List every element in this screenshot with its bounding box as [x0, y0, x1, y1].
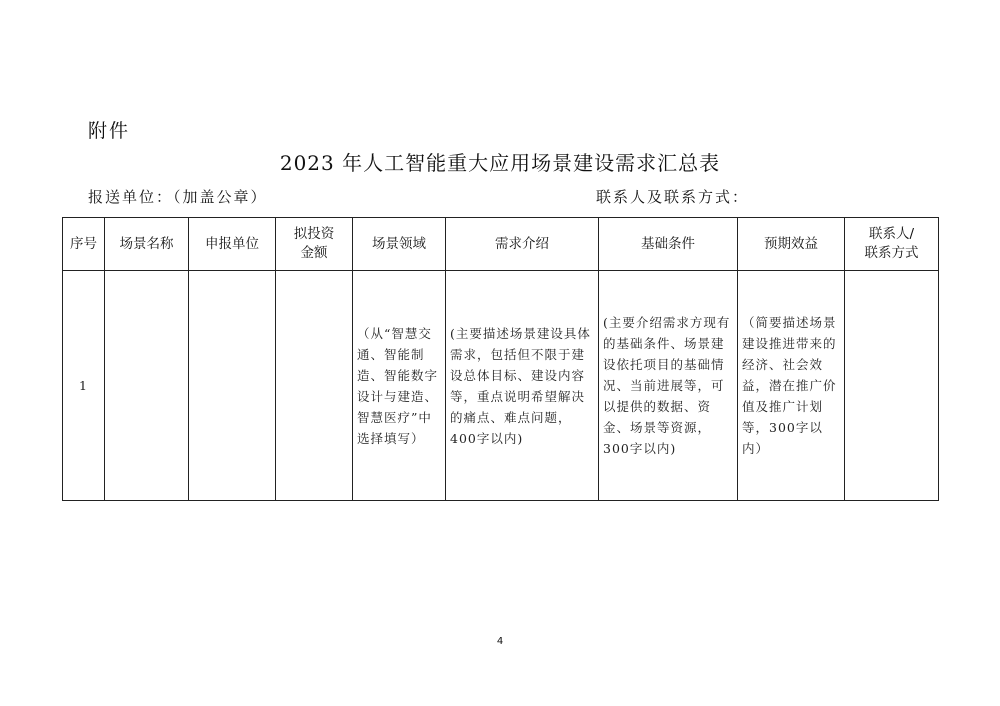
header-contact — [845, 218, 939, 271]
header-conditions: 基础条件 — [599, 218, 738, 271]
cell-demand: (主要描述场景建设具体需求，包括但不限于建设总体目标、建设内容等，重点说明希望解决的痛点、难点问题，400字以内) — [446, 271, 599, 501]
cell-conditions: (主要介绍需求方现有的基础条件、场景建设依托项目的基础情况、当前进展等，可以提供的数据、资金、场景等资源，300字以内) — [599, 271, 738, 501]
header-demand: 需求介绍 — [446, 218, 599, 271]
header-investment — [276, 218, 353, 271]
header-seq: 序号 — [63, 218, 105, 271]
contact-info-label: 联系人及联系方式： — [596, 188, 750, 206]
header-investment-line1: 拟投资 — [293, 226, 335, 242]
cell-seq: 1 — [63, 271, 105, 501]
header-scene-name: 场景名称 — [105, 218, 189, 271]
page-title: 2023 年人工智能重大应用场景建设需求汇总表 — [279, 151, 721, 175]
page-number: 4 — [496, 636, 504, 647]
cell-contact — [845, 271, 939, 501]
header-contact-line2: 联系方式 — [864, 245, 919, 261]
cell-benefits: （简要描述场景建设推进带来的经济、社会效益，潜在推广价值及推广计划等，300字以内） — [738, 271, 845, 501]
cell-scene-name — [105, 271, 189, 501]
submitting-unit-label: 报送单位：（加盖公章） — [88, 188, 268, 206]
cell-domain: （从“智慧交通、智能制造、智能数字设计与建造、智慧医疗”中选择填写） — [353, 271, 446, 501]
table-header-row — [63, 218, 939, 271]
header-benefits: 预期效益 — [738, 218, 845, 271]
attachment-label: 附件 — [88, 120, 131, 142]
cell-applicant — [189, 271, 276, 501]
table-row — [63, 271, 939, 501]
cell-investment — [276, 271, 353, 501]
header-applicant: 申报单位 — [189, 218, 276, 271]
demand-summary-table — [62, 217, 939, 501]
header-domain: 场景领域 — [353, 218, 446, 271]
header-investment-line2: 金额 — [300, 245, 328, 261]
header-contact-line1: 联系人/ — [868, 226, 915, 242]
